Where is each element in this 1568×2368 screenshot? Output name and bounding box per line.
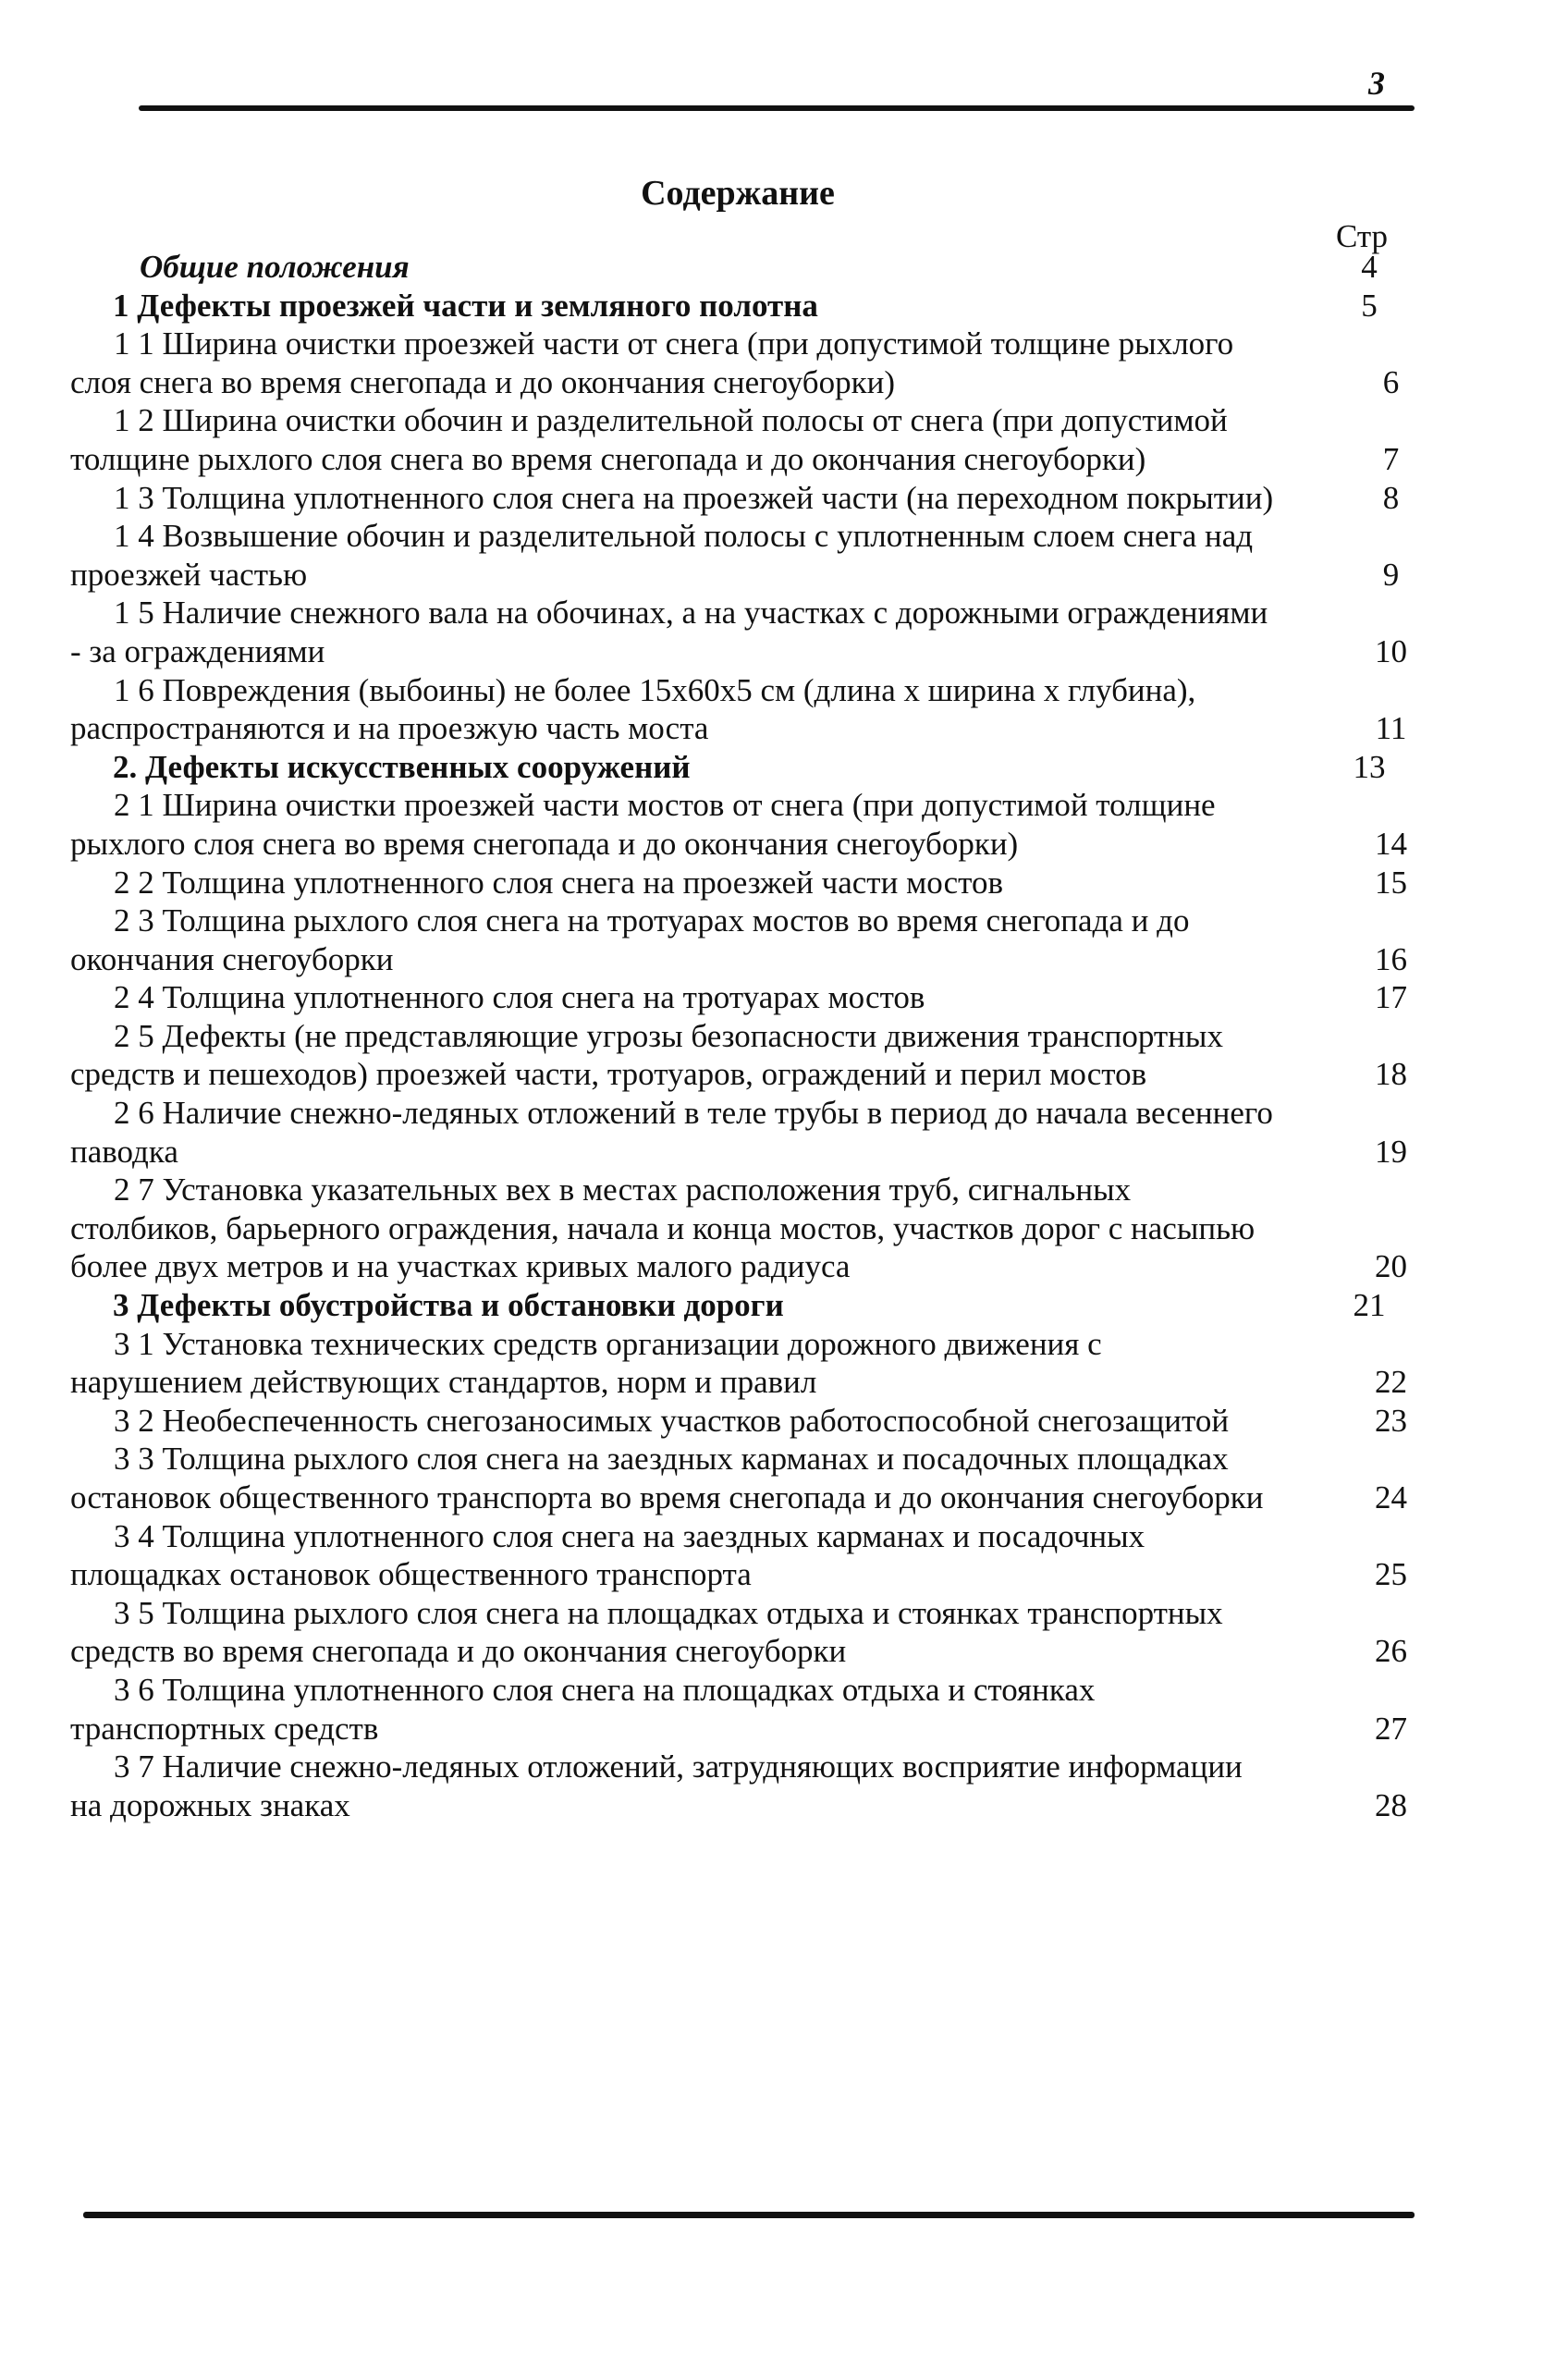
toc-entry-title: 3 6 Толщина уплотненного слоя снега на площадках отдыха и стоянках транспортных средств	[70, 1671, 1096, 1747]
toc-entry-title: 2 2 Толщина уплотненного слоя снега на проезжей части мостов	[114, 864, 1003, 901]
toc-entry-title: 1 5 Наличие снежного вала на обочинах, а на участках с дорожными ограждениями - за ограждениями	[70, 595, 1268, 669]
toc-entry-page: 18	[1375, 1056, 1407, 1093]
toc-entry-title: 1 2 Ширина очистки обочин и разделительной полосы от снега (при допустимой толщине рыхлого слоя снега во время снегопада и до окончания снегоуборки)	[70, 402, 1228, 477]
toc-entry-page: 10	[1375, 632, 1407, 669]
toc-entry-title: 3 7 Наличие снежно-ледяных отложений, затрудняющих восприятие информации на дорожных знаках	[70, 1748, 1243, 1823]
toc-entry-page: 21	[1353, 1287, 1386, 1324]
top-rule	[139, 105, 1415, 111]
toc-entry-page: 7	[1382, 440, 1400, 477]
toc-entry-page: 13	[1353, 748, 1386, 785]
page-column-header: Стр	[1335, 218, 1389, 254]
toc-entry-page: 9	[1382, 556, 1400, 593]
toc-entry-title: 2 4 Толщина уплотненного слоя снега на тротуарах мостов	[114, 979, 925, 1016]
toc-entry-title: 2 5 Дефекты (не представляющие угрозы безопасности движения транспортных средств и пешеходов) проезжей части, тротуаров, ограждений и перил мостов	[70, 1017, 1223, 1093]
toc-entry-title: 2 1 Ширина очистки проезжей части мостов от снега (при допустимой толщине рыхлого слоя снега во время снегопада и до окончания снегоуборки)	[70, 787, 1216, 862]
toc-entry-page: 23	[1375, 1402, 1407, 1439]
toc-entry-page: 16	[1375, 940, 1407, 977]
toc-entry-title: 3 1 Установка технических средств организации дорожного движения с нарушением действующих стандартов, норм и правил	[70, 1325, 1102, 1401]
toc-entry	[70, 1440, 1420, 1516]
toc-entry-title: 3 4 Толщина уплотненного слоя снега на заездных карманах и посадочных площадках остановок общественного транспорта	[70, 1517, 1145, 1593]
toc-entry	[70, 479, 1420, 518]
toc-entry-title: 1 4 Возвышение обочин и разделительной полосы с уплотненным слоем снега над проезжей частью	[70, 518, 1254, 593]
toc-entry-title: 2 6 Наличие снежно-ледяных отложений в теле трубы в период до начала весеннего паводка	[70, 1095, 1273, 1170]
toc-entry-title: Общие положения	[140, 249, 410, 285]
toc-entry-page: 28	[1375, 1786, 1407, 1823]
toc-entry-page: 5	[1361, 287, 1378, 324]
toc-entry	[70, 1286, 1420, 1325]
toc-entry-page: 24	[1375, 1479, 1407, 1515]
toc-entry	[70, 1094, 1420, 1171]
toc-entry-page: 11	[1375, 710, 1407, 747]
toc-entry-page: 17	[1375, 979, 1407, 1016]
toc-entry-page: 15	[1375, 864, 1407, 901]
toc-entry-title: 1 3 Толщина уплотненного слоя снега на проезжей части (на переходном покрытии)	[114, 479, 1274, 516]
toc-entry	[70, 1325, 1420, 1402]
toc-entry-page: 19	[1375, 1133, 1407, 1170]
toc-entry-title: 2 7 Установка указательных вех в местах расположения труб, сигнальных столбиков, барьерного ограждения, начала и конца мостов, участков дорог с насыпью более двух метров и на участках кривых малого радиуса	[70, 1172, 1256, 1285]
toc-entry-title: 3 Дефекты обустройства и обстановки дороги	[113, 1287, 784, 1324]
toc-entry-title: 2. Дефекты искусственных сооружений	[113, 748, 691, 785]
page-number: 3	[1368, 65, 1385, 102]
toc-entry-title: 2 3 Толщина рыхлого слоя снега на тротуарах мостов во время снегопада и до окончания снегоуборки	[70, 902, 1190, 977]
toc-entry	[70, 325, 1420, 401]
toc-entry	[70, 786, 1420, 863]
toc-entry-page: 25	[1375, 1556, 1407, 1593]
toc-entry	[70, 748, 1420, 787]
toc-entry	[70, 401, 1420, 478]
toc-entry-page: 4	[1361, 249, 1378, 285]
toc-entry-page: 14	[1375, 825, 1407, 862]
toc-entry	[70, 1517, 1420, 1594]
toc-entry-title: 3 5 Толщина рыхлого слоя снега на площадках отдыха и стоянках транспортных средств во время снегопада и до окончания снегоуборки	[70, 1594, 1223, 1670]
toc-entry-title: 1 6 Повреждения (выбоины) не более 15х60х5 см (длина х ширина х глубина), распространяются и на проезжую часть моста	[70, 671, 1196, 747]
toc-entry-title: 3 2 Необеспеченность снегозаносимых участков работоспособной снегозащитой	[114, 1402, 1230, 1439]
toc-entry-title: 1 Дефекты проезжей части и земляного полотна	[113, 287, 818, 324]
toc-entry	[70, 1017, 1420, 1094]
toc-entry-page: 26	[1375, 1633, 1407, 1670]
toc-entry-page: 27	[1375, 1710, 1407, 1747]
toc-entry-title: 1 1 Ширина очистки проезжей части от снега (при допустимой толщине рыхлого слоя снега во время снегопада и до окончания снегоуборки)	[70, 325, 1234, 400]
toc-entry	[70, 902, 1420, 978]
toc-entry-page: 6	[1382, 363, 1400, 400]
toc-entry-page: 20	[1375, 1248, 1407, 1285]
toc-title: Содержание	[641, 174, 835, 213]
toc-entry-page: 8	[1382, 479, 1400, 516]
toc-entry-title: 3 3 Толщина рыхлого слоя снега на заездных карманах и посадочных площадках остановок общественного транспорта во время снегопада и до окончания снегоуборки	[70, 1441, 1264, 1515]
toc-entry	[70, 287, 1420, 325]
bottom-rule	[83, 2212, 1415, 2218]
toc-entry	[70, 671, 1420, 748]
toc-entry	[70, 1594, 1420, 1671]
toc-entry	[70, 594, 1420, 670]
toc-entry	[70, 978, 1420, 1017]
toc-entry	[70, 1402, 1420, 1441]
toc-entry	[70, 864, 1420, 902]
toc-entry	[70, 248, 1420, 287]
toc-entry	[70, 1671, 1420, 1748]
toc-entry-page: 22	[1375, 1364, 1407, 1401]
toc-entry	[70, 1748, 1420, 1824]
toc-entry	[70, 1171, 1420, 1286]
toc-entry	[70, 517, 1420, 594]
table-of-contents	[70, 248, 1420, 1824]
